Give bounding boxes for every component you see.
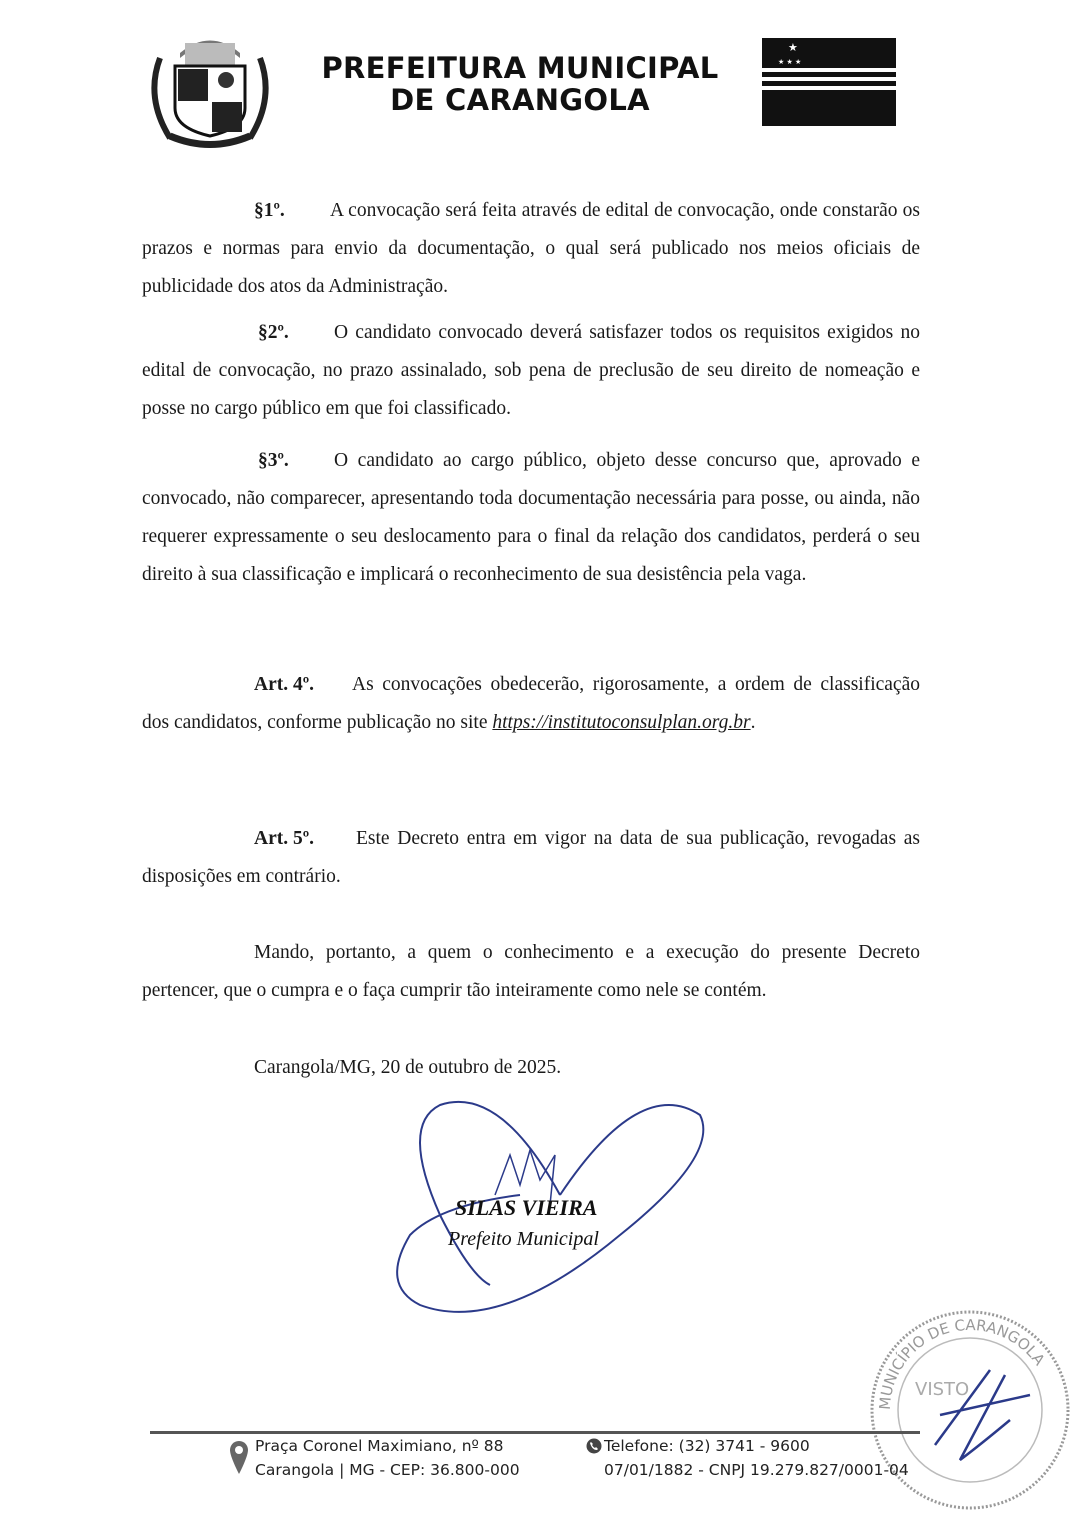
paragraph-3-text: O candidato ao cargo público, objeto desse concurso que, aprovado e convocado, não comparecer, apresentando toda documentação necessária para posse, ou ainda, não requerer expressamente o seu deslocamento para o final da relação dos candidatos, perderá o seu direito à sua classificação e implicará o reconhecimento de sua desistência pela vaga. (142, 450, 920, 585)
map-pin-icon (229, 1440, 249, 1476)
article-5-text: Este Decreto entra em vigor na data de sua publicação, revogadas as disposições em contrário. (142, 828, 920, 887)
article-4-number: Art. 4º. (254, 674, 315, 695)
address-line-1: Praça Coronel Maximiano, nº 88 (255, 1437, 504, 1455)
phone-icon (586, 1438, 602, 1454)
paragraph-1-text: A convocação será feita através de edital de convocação, onde constarão os prazos e normas para envio da documentação, o qual será publicado nos meios oficiais de publicidade dos atos da Administração. (142, 200, 920, 297)
article-4-text: As convocações obedecerão, rigorosamente, a ordem de classificação dos candidatos, conforme publicação no site (142, 674, 920, 733)
date-line (142, 1049, 920, 1087)
consulplan-link[interactable]: https://institutoconsulplan.org.br (492, 712, 751, 733)
article-5 (142, 820, 920, 896)
footer-address (255, 1434, 520, 1482)
closing-paragraph (142, 934, 920, 1010)
article-4 (142, 666, 920, 742)
paragraph-2-number: §2º. (258, 322, 289, 343)
stamp-center-text: VISTO (915, 1379, 970, 1400)
svg-text:★ ★ ★: ★ ★ ★ (778, 58, 802, 66)
paragraph-2-text: O candidato convocado deverá satisfazer todos os requisitos exigidos no edital de convocação, no prazo assinalado, sob pena de preclusão de seu direito de nomeação e posse no cargo público em que foi classificado. (142, 322, 920, 419)
article-5-number: Art. 5º. (254, 828, 315, 849)
paragraph-3-number: §3º. (258, 450, 289, 471)
svg-text:★: ★ (788, 41, 798, 54)
signatory-role: Prefeito Municipal (448, 1228, 599, 1250)
municipal-crest-logo (140, 28, 280, 153)
paragraph-1 (142, 192, 920, 306)
date-text: Carangola/MG, 20 de outubro de 2025. (254, 1057, 562, 1078)
closing-text: Mando, portanto, a quem o conhecimento e a execução do presente Decreto pertencer, que o cumpra e o faça cumprir tão inteiramente como nele se contém. (142, 942, 920, 1001)
municipality-title (290, 52, 750, 116)
municipal-flag-logo (762, 38, 896, 126)
phone-number: Telefone: (32) 3741 - 9600 (604, 1437, 810, 1455)
address-line-2: Carangola | MG - CEP: 36.800-000 (255, 1461, 520, 1479)
title-line-2: DE CARANGOLA (390, 83, 650, 117)
paragraph-1-number: §1º. (254, 200, 285, 221)
stamp-ring-text: MUNICÍPIO DE CARANGOLA (875, 1315, 1049, 1411)
footer-contact (604, 1434, 909, 1482)
cnpj-info: 07/01/1882 - CNPJ 19.279.827/0001-04 (604, 1461, 909, 1479)
signatory-name: SILAS VIEIRA (455, 1195, 598, 1220)
visto-stamp (840, 1295, 1070, 1515)
paragraph-3 (142, 442, 920, 594)
article-4-end: . (750, 712, 756, 733)
title-line-1: PREFEITURA MUNICIPAL (321, 51, 719, 85)
paragraph-2 (142, 314, 920, 428)
